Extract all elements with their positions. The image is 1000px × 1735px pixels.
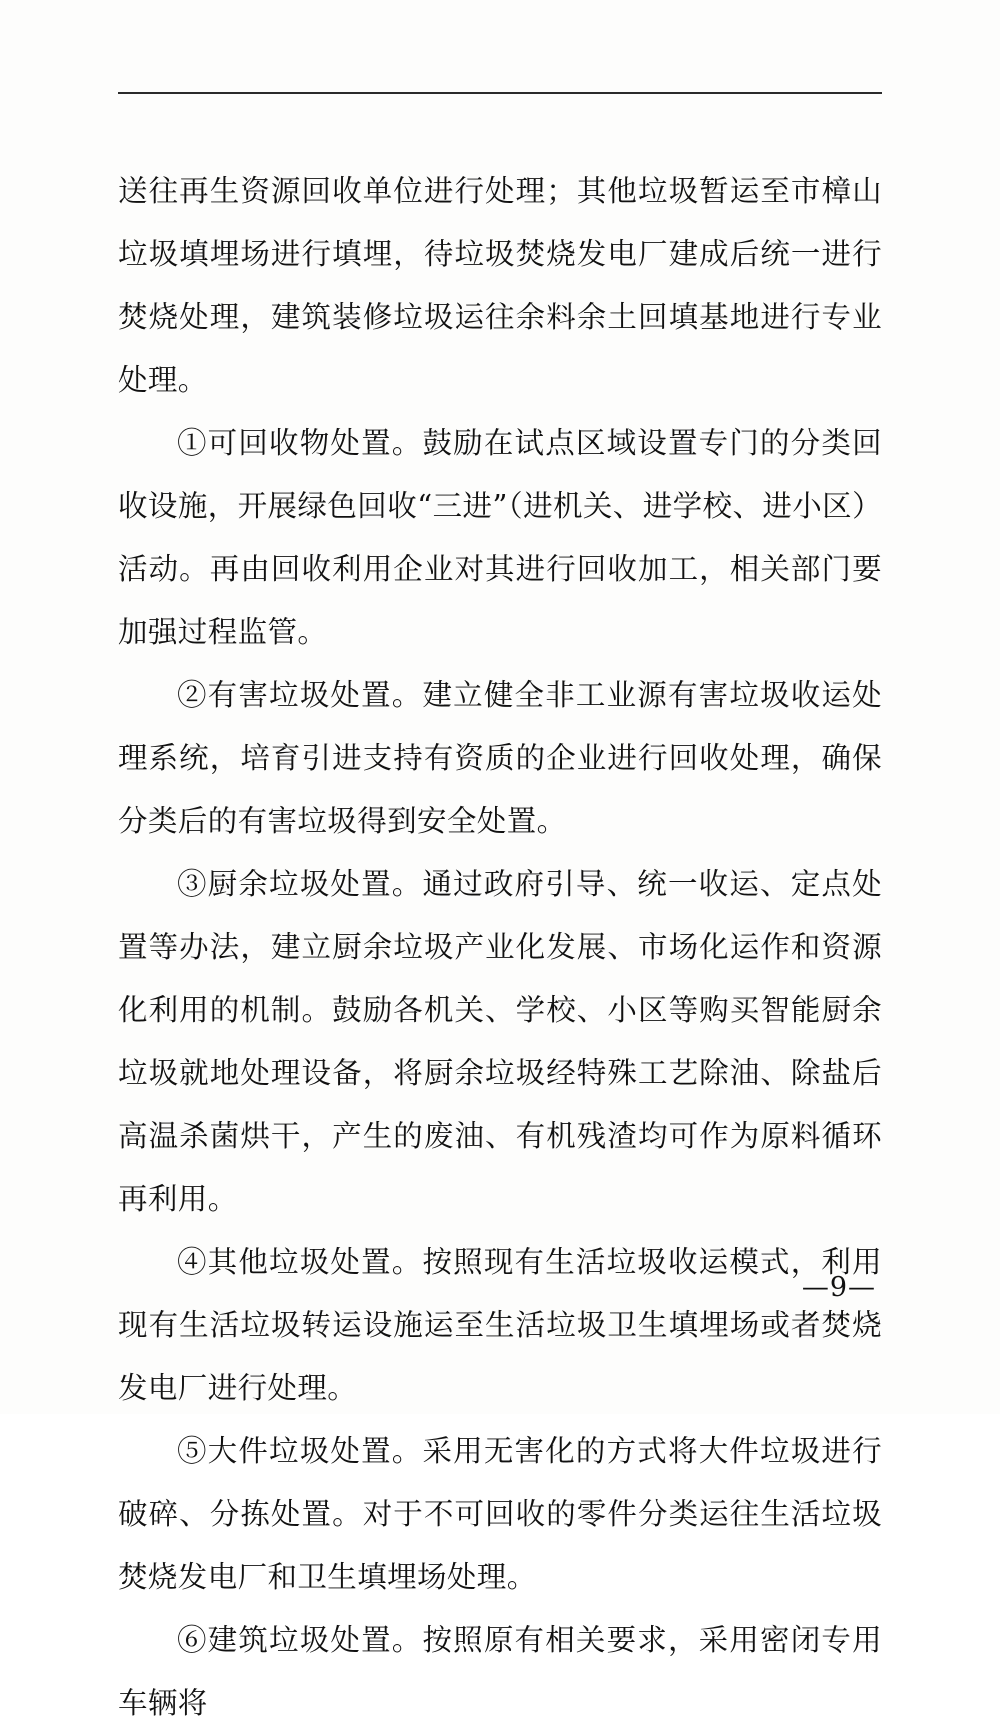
paragraph-item-2: ②有害垃圾处置。建立健全非工业源有害垃圾收运处理系统，培育引进支持有资质的企业进行回收处理，确保分类后的有害垃圾得到安全处置。 (118, 678, 882, 838)
paragraph-item-4: ④其他垃圾处置。按照现有生活垃圾收运模式，利用现有生活垃圾转运设施运至生活垃圾卫生填埋场或者焚烧发电厂进行处理。 (118, 1245, 882, 1405)
document-body (118, 160, 882, 1735)
paragraph-item-5: ⑤大件垃圾处置。采用无害化的方式将大件垃圾进行破碎、分拣处置。对于不可回收的零件分类运往生活垃圾焚烧发电厂和卫生填埋场处理。 (118, 1434, 882, 1594)
header-rule (118, 92, 882, 94)
paragraph-item-1: ①可回收物处置。鼓励在试点区域设置专门的分类回收设施，开展绿色回收“三进”（进机关、进学校、进小区）活动。再由回收利用企业对其进行回收加工，相关部门要加强过程监管。 (118, 426, 882, 649)
paragraph-item-6: ⑥建筑垃圾处置。按照原有相关要求，采用密闭专用车辆将 (118, 1623, 882, 1720)
paragraph-continuation: 送往再生资源回收单位进行处理；其他垃圾暂运至市樟山垃圾填埋场进行填埋，待垃圾焚烧发电厂建成后统一进行焚烧处理，建筑装修垃圾运往余料余土回填基地进行专业处理。 (118, 174, 882, 397)
paragraph-item-3: ③厨余垃圾处置。通过政府引导、统一收运、定点处置等办法，建立厨余垃圾产业化发展、市场化运作和资源化利用的机制。鼓励各机关、学校、小区等购买智能厨余垃圾就地处理设备，将厨余垃圾经特殊工艺除油、除盐后高温杀菌烘干，产生的废油、有机残渣均可作为原料循环再利用。 (118, 867, 882, 1216)
page-number: —9— (801, 1272, 876, 1303)
